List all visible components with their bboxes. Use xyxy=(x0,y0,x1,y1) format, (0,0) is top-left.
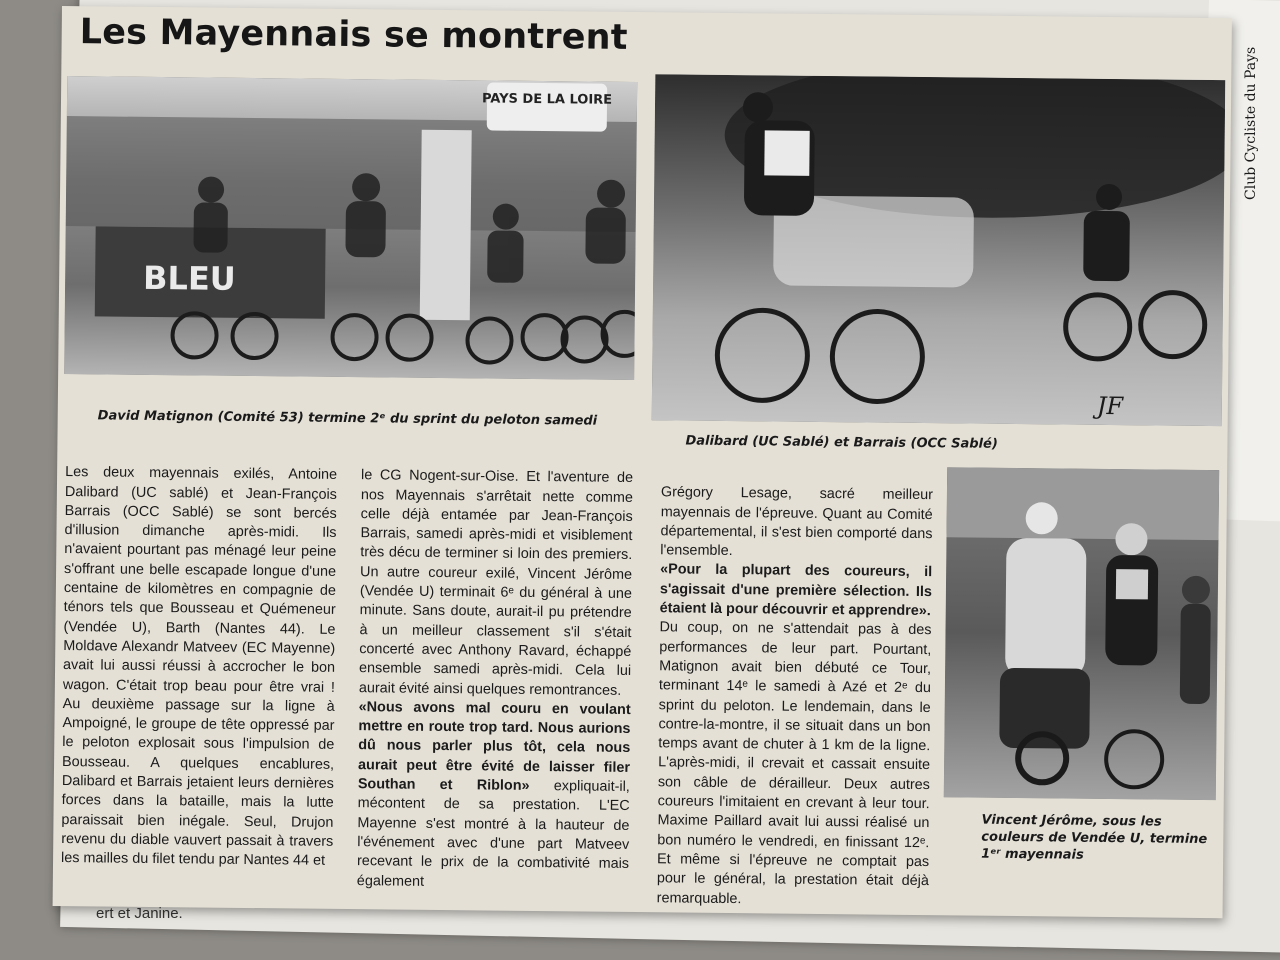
column-2-quote: «Nous avons mal couru en voulant mettre en route trop tard. Nous aurions dû nous parler plus tôt, cela nous aurait peut être évité de laisser filer Southan et Riblon» xyxy=(357,699,631,794)
footer-fragment: ert et Janine. xyxy=(96,905,183,922)
caption-photo-1: David Matignon (Comité 53) termine 2ᵉ du sprint du peloton samedi xyxy=(97,408,598,429)
column-3-quote: «Pour la plupart des coureurs, il s'agissait d'une première sélection. Ils étaient là pour découvrir et apprendre». xyxy=(659,561,933,620)
adjacent-clipping-text: Club Cycliste du Pays xyxy=(1243,46,1259,200)
caption-photo-3: Vincent Jérôme, sous les couleurs de Vendée U, termine 1ᵉʳ mayennais xyxy=(981,812,1208,863)
column-3-text-end: Du coup, on ne s'attendait pas à des performances de leur part. Pourtant, Matignon avait bien débuté ce Tour, terminant 14ᵉ le samedi à Azé et 2ᵉ du sprint du peloton. Le lendemain, dans le contre-la-montre, il se situait dans un bon temps avant de chuter à 1 km de la ligne. L'après-midi, il crevait et cassait ensuite son câble de dérailleur. Deux autres coureurs l'imitaient en crevant à leur tour. Maxime Paillard avait lui aussi réalisé un bon numéro le vendredi, en finissant 12ᵉ. Et même si l'épreuve ne comptait pas pour le général, la prestation était déjà remarquable. xyxy=(656,619,932,907)
article-column-3 xyxy=(657,464,934,907)
column-1-text: Les deux mayennais exilés, Antoine Dalibard (UC sablé) et Jean-François Barrais (OCC Sablé) se sont bercés d'illusion dimanche après-midi. Ils n'avaient pourtant pas ménagé leur peine s'offrant une belle escapade longue d'une centaine de kilomètres en compagnie de ténors tels que Bousseau et Quémeneur (Vendée U), Barth (Nantes 44). Le Moldave Alexandr Matveev (EC Mayenne) avait lui aussi réussi à accrocher le bon wagon. C'était trop beau pour être vrai ! Au deuxième passage sur la ligne à Ampoigné, le groupe de tête oppressé par le peloton explosait sous l'impulsion de Bousseau. A quelques encablures, Dalibard et Barrais jetaient leurs dernières forces dans la bataille, mais la lutte paraissait bien inégale. Seul, Drujon revenu du diable vauvert passait à travers les mailles du filet tendu par Nantes 44 et xyxy=(60,464,338,870)
column-2-text-end: expliquait-il, mécontent de sa prestation. L'EC Mayenne s'est montré à la hauteur de l'événement avec d'une part Matveev recevant le prix de la combativité mais également xyxy=(356,777,630,890)
article-column-1 xyxy=(61,444,338,887)
caption-photo-2: Dalibard (UC Sablé) et Barrais (OCC Sablé) xyxy=(685,433,998,452)
headline: Les Mayennais se montrent xyxy=(79,12,628,58)
column-2-text: le CG Nogent-sur-Oise. Et l'aventure de nos Mayennais s'arrêtait nette comme celle déjà entamée par Jean-François Barrais, samedi après-midi et visiblement très décu de terminer si loin des premiers. Un autre coureur exilé, Vincent Jérôme (Vendée U) terminait 6ᵉ du général à une minute. Sans doute, aurait-il pu prétendre à un meilleur classement s'il s'était concerté avec Anthony Ravard, échappé ensemble samedi après-midi. Cela lui aurait évité ainsi quelques remontrances. xyxy=(358,467,634,699)
article-column-2 xyxy=(357,447,634,890)
photo-vincent-jerome xyxy=(944,467,1219,800)
newspaper-clipping xyxy=(53,6,1232,918)
sponsor-text: BLEU xyxy=(142,258,236,298)
photo-sprint-peloton xyxy=(64,76,637,380)
photographer-signature: JF xyxy=(1096,391,1124,421)
banner-text: PAYS DE LA LOIRE xyxy=(481,91,613,108)
column-3-text: Grégory Lesage, sacré meilleur mayennais de l'épreuve. Quant au Comité départemental, il s'est bien comporté dans l'ensemble. xyxy=(660,484,934,560)
photo-dalibard-barrais xyxy=(652,74,1226,426)
